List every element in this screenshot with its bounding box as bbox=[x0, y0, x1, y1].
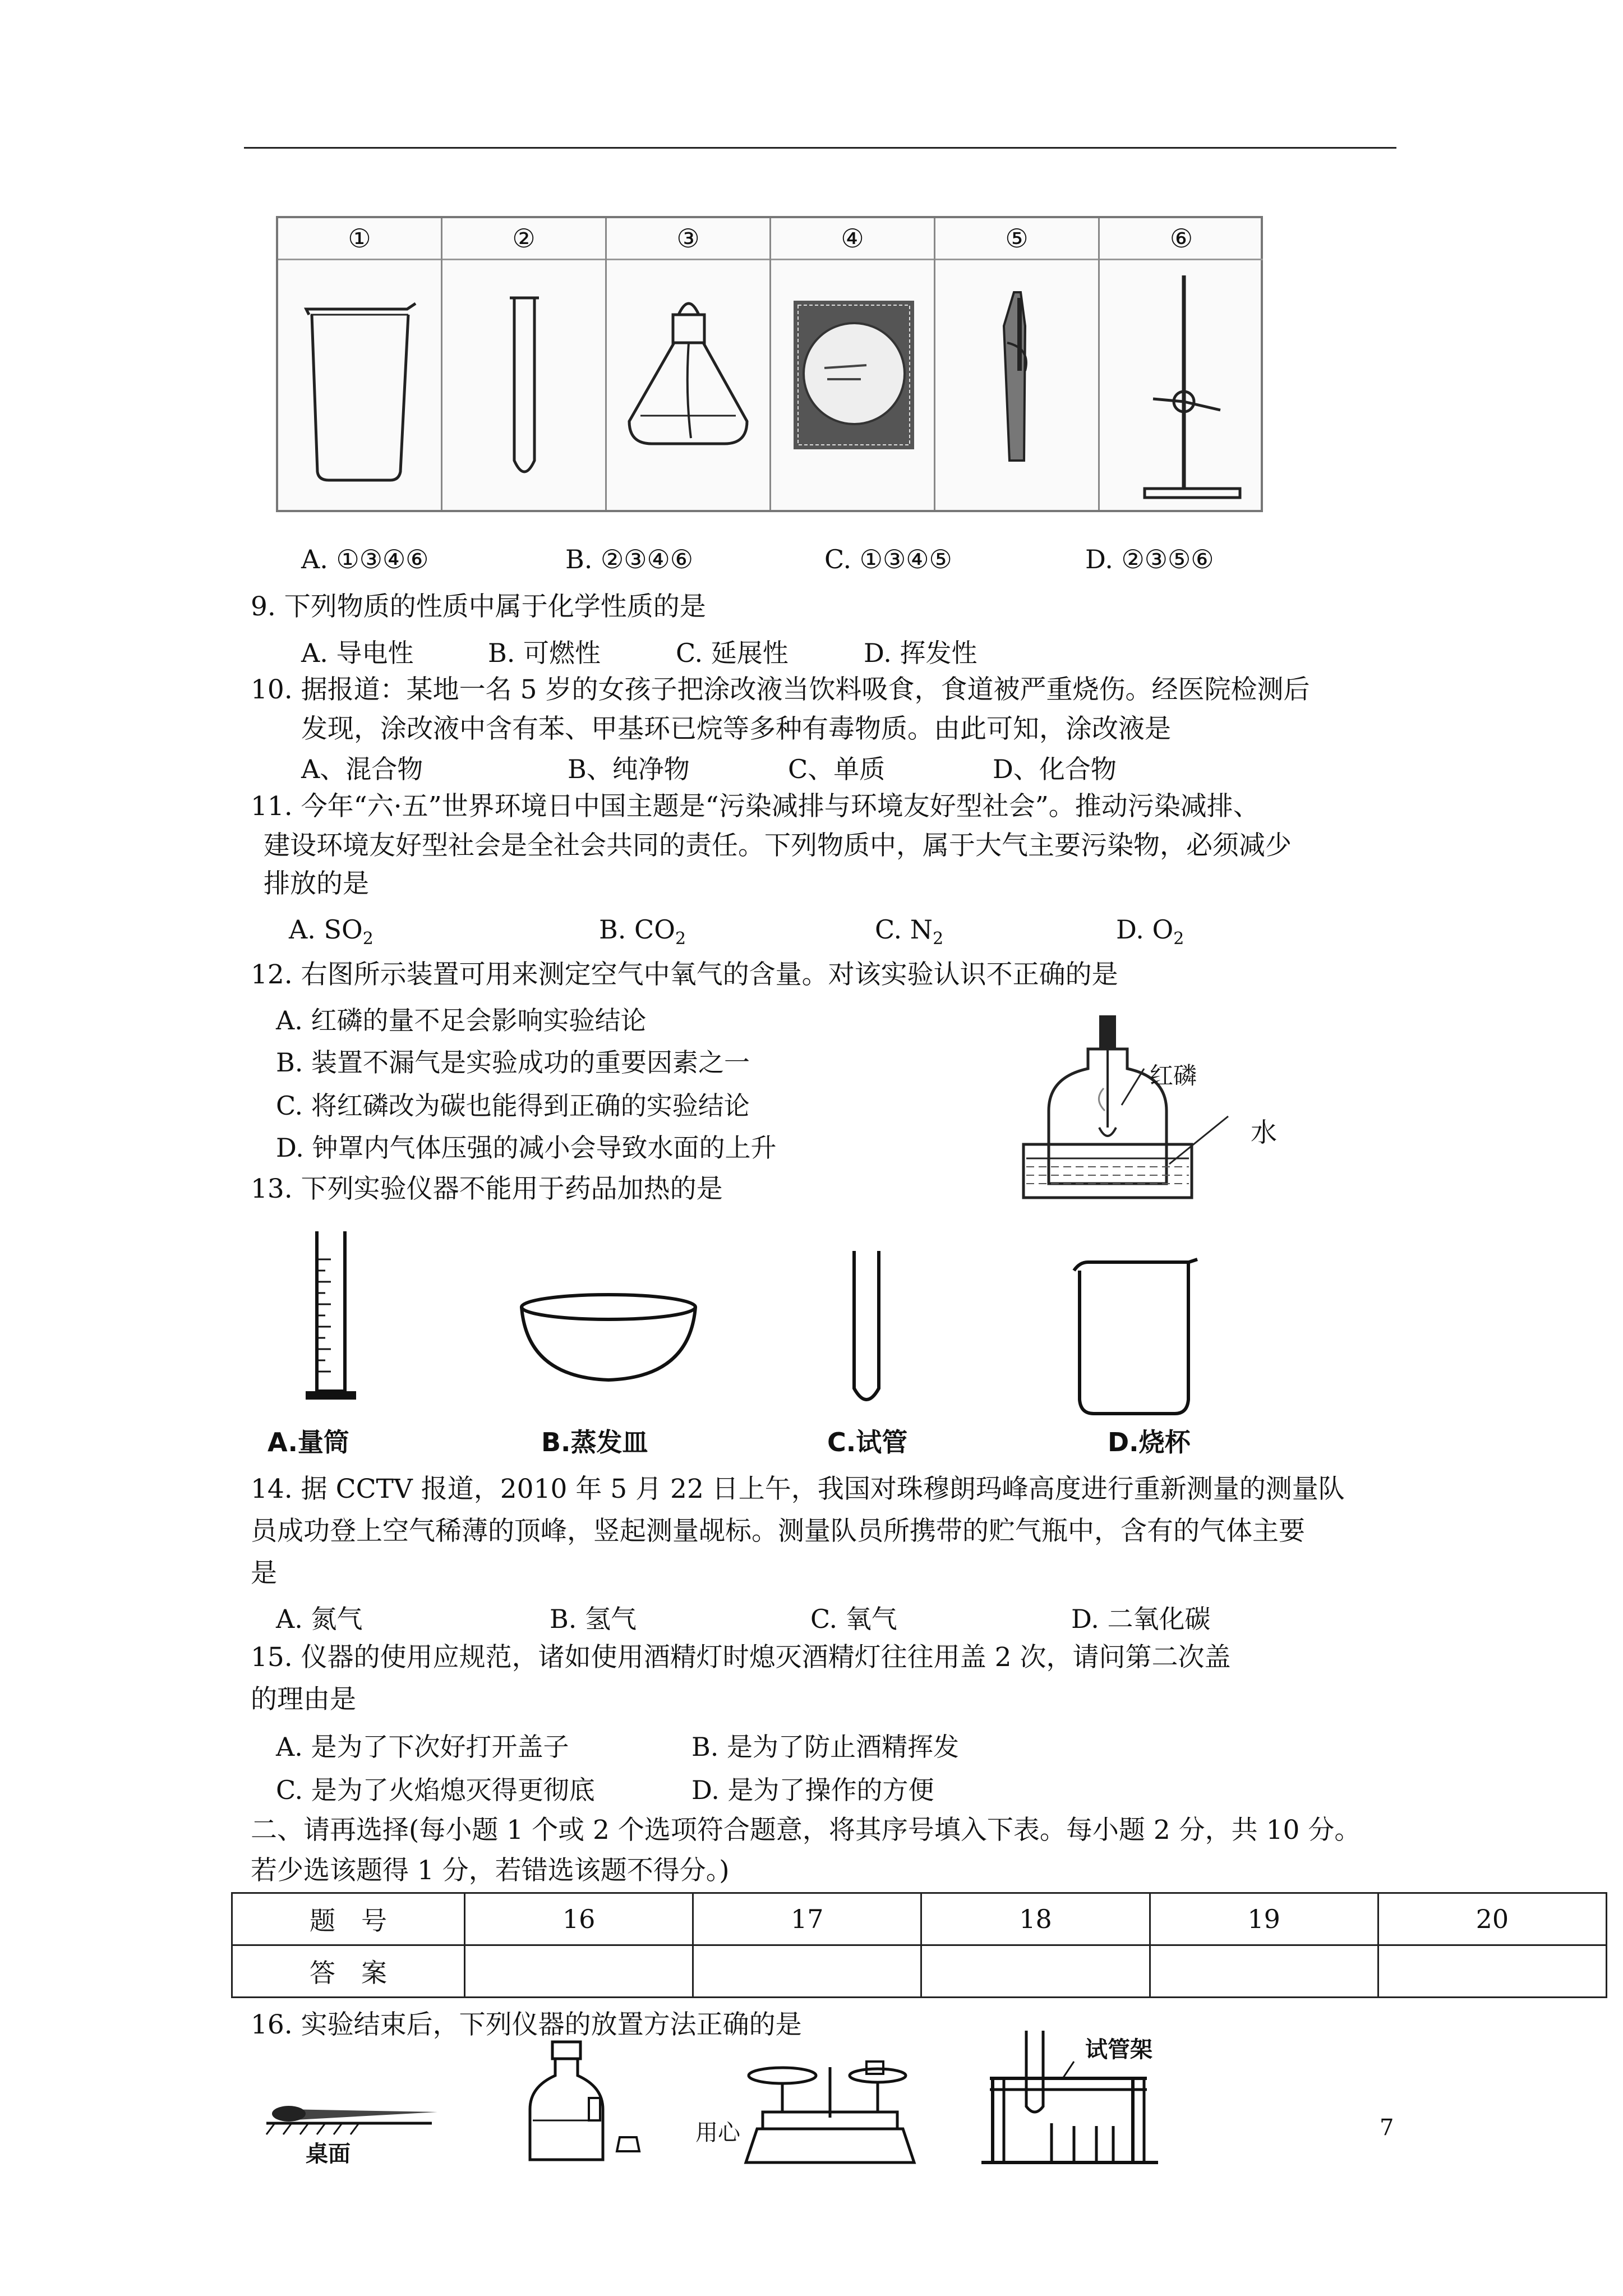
label-d-beaker: D.烧杯 bbox=[1108, 1427, 1191, 1457]
desk-label: 桌面 bbox=[306, 2141, 351, 2167]
q9-option-c[interactable]: C. 延展性 bbox=[676, 638, 789, 668]
answer-cell[interactable] bbox=[465, 1945, 693, 1998]
answer-cell[interactable] bbox=[921, 1945, 1150, 1998]
q14-line-3: 是 bbox=[251, 1558, 277, 1589]
q10-option-d[interactable]: D、化合物 bbox=[993, 754, 1117, 784]
q10-line-2: 发现，涂改液中含有苯、甲基环已烷等多种有毒物质。由此可知，涂改液是 bbox=[301, 714, 1171, 744]
apparatus-cell-6 bbox=[1100, 218, 1263, 510]
apparatus-cell-4 bbox=[771, 218, 935, 510]
apparatus-number: ④ bbox=[771, 218, 934, 260]
q12-option-c[interactable]: C. 将红磷改为碳也能得到正确的实验结论 bbox=[276, 1091, 750, 1121]
q8-option-c[interactable]: C. ①③④⑤ bbox=[824, 544, 952, 574]
label-b-evaporating-dish: B.蒸发皿 bbox=[541, 1427, 648, 1457]
answer-cell[interactable] bbox=[1150, 1945, 1378, 1998]
q15-option-b[interactable]: B. 是为了防止酒精挥发 bbox=[691, 1732, 960, 1762]
q11-option-d[interactable]: D. $O_2$ bbox=[1116, 914, 1184, 949]
question-number-label: 题 号 bbox=[232, 1893, 465, 1945]
question-number-cell: 19 bbox=[1150, 1893, 1378, 1945]
q12-option-d[interactable]: D. 钟罩内气体压强的减小会导致水面的上升 bbox=[276, 1133, 777, 1163]
q9-option-a[interactable]: A. 导电性 bbox=[301, 638, 414, 668]
beaker-icon bbox=[278, 259, 442, 511]
answer-cell[interactable] bbox=[693, 1945, 921, 1998]
q16-stem: 16. 实验结束后，下列仪器的放置方法正确的是 bbox=[251, 2009, 802, 2040]
q10-option-a[interactable]: A、混合物 bbox=[301, 754, 423, 784]
q8-option-b[interactable]: B. ②③④⑥ bbox=[565, 544, 694, 574]
test-tube-rack-label: 试管架 bbox=[1085, 2037, 1152, 2063]
q10-option-b[interactable]: B、纯净物 bbox=[568, 754, 690, 784]
q11-option-b[interactable]: B. $CO_2$ bbox=[599, 914, 686, 949]
q11-line-3: 排放的是 bbox=[264, 868, 369, 899]
apparatus-number: ② bbox=[442, 218, 605, 260]
q11-option-a[interactable]: A. $SO_2$ bbox=[289, 914, 374, 949]
q14-line-2: 员成功登上空气稀薄的顶峰，竖起测量觇标。测量队员所携带的贮气瓶中，含有的气体主要 bbox=[251, 1516, 1305, 1547]
apparatus-number: ③ bbox=[607, 218, 769, 260]
water-label: 水 bbox=[1251, 1117, 1277, 1148]
label-a-graduated-cylinder: A.量筒 bbox=[268, 1427, 349, 1457]
q15-option-c[interactable]: C. 是为了火焰熄灭得更彻底 bbox=[276, 1775, 595, 1805]
q12-stem: 12. 右图所示装置可用来测定空气中氧气的含量。对该实验认识不正确的是 bbox=[251, 959, 1118, 990]
question-number-cell: 18 bbox=[921, 1893, 1150, 1945]
evaporating-dish-icon bbox=[516, 1285, 701, 1397]
iron-stand-icon bbox=[1100, 259, 1263, 511]
q9-stem: 9. 下列物质的性质中属于化学性质的是 bbox=[251, 591, 706, 622]
wire-gauze-icon bbox=[771, 259, 935, 511]
apparatus-cell-5 bbox=[935, 218, 1100, 510]
q14-line-1: 14. 据 CCTV 报道，2010 年 5 月 22 日上午，我国对珠穆朗玛峰高度进行重新测量的测量队 bbox=[251, 1474, 1345, 1504]
page-number: 7 bbox=[1380, 2115, 1394, 2141]
label-c-test-tube: C.试管 bbox=[827, 1427, 908, 1457]
q11-line-2: 建设环境友好型社会是全社会共同的责任。下列物质中，属于大气主要污染物，必须减少 bbox=[264, 830, 1292, 861]
test-tube-icon bbox=[442, 259, 607, 511]
q14-option-b[interactable]: B. 氢气 bbox=[550, 1604, 637, 1634]
q8-option-d[interactable]: D. ②③⑤⑥ bbox=[1085, 544, 1214, 574]
q11-option-c[interactable]: C. $N_2$ bbox=[875, 914, 944, 949]
apparatus-number: ⑤ bbox=[935, 218, 1098, 260]
balance-scale-icon bbox=[740, 2050, 931, 2179]
footer-center-text: 用心 bbox=[695, 2120, 740, 2146]
q14-option-a[interactable]: A. 氮气 bbox=[276, 1604, 363, 1634]
answer-table bbox=[231, 1892, 1607, 1998]
q10-option-c[interactable]: C、单质 bbox=[788, 754, 886, 784]
question-number-cell: 17 bbox=[693, 1893, 921, 1945]
q14-option-c[interactable]: C. 氧气 bbox=[810, 1604, 897, 1634]
answer-table-header-row bbox=[232, 1893, 1607, 1945]
q15-line-1: 15. 仪器的使用应规范，诸如使用酒精灯时熄灭酒精灯往往用盖 2 次，请问第二次盖 bbox=[251, 1642, 1231, 1673]
apparatus-number: ① bbox=[278, 218, 441, 260]
answer-table-answer-row bbox=[232, 1945, 1607, 1998]
q8-option-a[interactable]: A. ①③④⑥ bbox=[301, 544, 429, 574]
dropper-on-desk-icon bbox=[264, 2081, 454, 2165]
question-number-cell: 16 bbox=[465, 1893, 693, 1945]
apparatus-cell-2 bbox=[442, 218, 607, 510]
q12-option-a[interactable]: A. 红磷的量不足会影响实验结论 bbox=[276, 1005, 647, 1036]
alcohol-lamp-icon bbox=[607, 259, 771, 511]
q12-option-b[interactable]: B. 装置不漏气是实验成功的重要因素之一 bbox=[276, 1047, 750, 1078]
q13-stem: 13. 下列实验仪器不能用于药品加热的是 bbox=[251, 1174, 723, 1204]
apparatus-cell-3 bbox=[607, 218, 771, 510]
q11-line-1: 11. 今年“六·五”世界环境日中国主题是“污染减排与环境友好型社会”。推动污染减排、 bbox=[251, 791, 1260, 822]
beaker-icon bbox=[1068, 1259, 1203, 1422]
q10-line-1: 10. 据报道：某地一名 5 岁的女孩子把涂改液当饮料吸食，食道被严重烧伤。经医院检测后 bbox=[251, 674, 1310, 705]
section-2-line-2: 若少选该题得 1 分，若错选该题不得分。) bbox=[251, 1855, 730, 1886]
reagent-bottle-icon bbox=[522, 2036, 645, 2165]
test-tube-icon bbox=[844, 1248, 889, 1416]
q15-option-d[interactable]: D. 是为了操作的方便 bbox=[691, 1775, 934, 1805]
header-rule bbox=[244, 147, 1396, 149]
test-tube-holder-icon bbox=[935, 259, 1100, 511]
apparatus-table bbox=[276, 216, 1263, 512]
apparatus-cell-1 bbox=[278, 218, 442, 510]
q15-option-a[interactable]: A. 是为了下次好打开盖子 bbox=[276, 1732, 569, 1762]
question-number-cell: 20 bbox=[1378, 1893, 1606, 1945]
q14-option-d[interactable]: D. 二氧化碳 bbox=[1071, 1604, 1211, 1634]
answer-label: 答 案 bbox=[232, 1945, 465, 1998]
q15-line-2: 的理由是 bbox=[251, 1684, 356, 1715]
oxygen-experiment-figure bbox=[1009, 1015, 1324, 1206]
section-2-line-1: 二、请再选择(每小题 1 个或 2 个选项符合题意，将其序号填入下表。每小题 2 分，共 10 分。 bbox=[251, 1815, 1361, 1846]
q9-option-d[interactable]: D. 挥发性 bbox=[864, 638, 978, 668]
q9-option-b[interactable]: B. 可燃性 bbox=[488, 638, 601, 668]
graduated-cylinder-icon bbox=[297, 1226, 365, 1411]
apparatus-number: ⑥ bbox=[1100, 218, 1263, 260]
answer-cell[interactable] bbox=[1378, 1945, 1606, 1998]
red-phosphorus-label: 红磷 bbox=[1150, 1062, 1197, 1089]
